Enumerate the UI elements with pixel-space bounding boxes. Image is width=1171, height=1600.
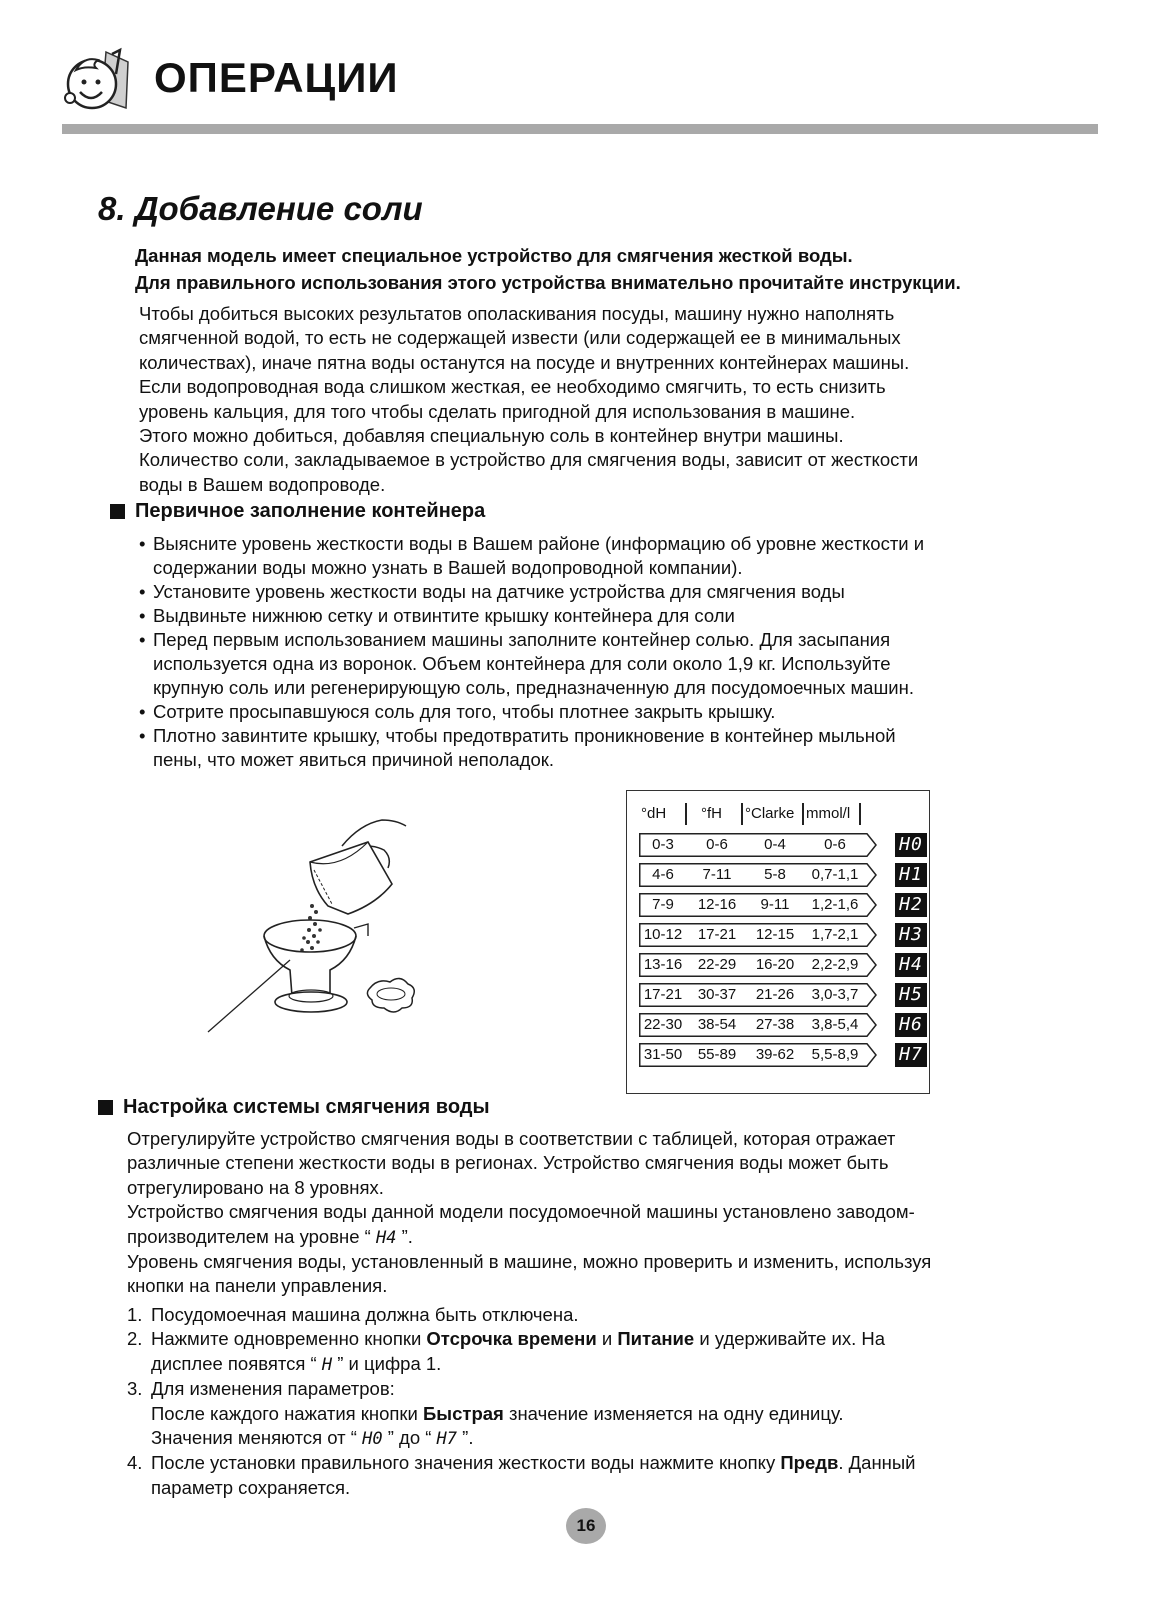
text-fragment: дисплее появятся “ <box>151 1352 322 1374</box>
lcd-code-inline: H <box>321 1354 333 1375</box>
step-line <box>151 1402 916 1426</box>
cell-fh: 38-54 <box>697 1016 737 1033</box>
step-line <box>151 1327 916 1351</box>
text-fragment: ” до “ <box>382 1427 437 1449</box>
cell-dh: 4-6 <box>652 866 674 883</box>
bullet-item <box>139 580 924 604</box>
table-row <box>639 863 923 887</box>
softener-setup-heading-text: Настройка системы смягчения воды <box>123 1096 490 1118</box>
cell-mmol: 2,2-2,9 <box>811 956 859 973</box>
header-divider <box>62 124 1098 134</box>
cell-clarke: 16-20 <box>755 956 795 973</box>
step-item <box>127 1377 916 1451</box>
button-name-bold: Питание <box>617 1328 695 1350</box>
table-row <box>639 1043 923 1067</box>
bullet-item <box>139 604 924 628</box>
softener-setup-heading <box>98 1096 490 1119</box>
bullet-dot-icon: • <box>139 581 146 602</box>
bullet-line: крупную соль или регенерирующую соль, предназначенную для посудомоечных машин. <box>153 677 915 698</box>
text-fragment: значение изменяется на одну единицу. <box>503 1402 844 1424</box>
table-row <box>639 1013 923 1037</box>
lcd-code-inline: H0 <box>362 1429 383 1450</box>
lcd-code-badge: H5 <box>895 983 927 1007</box>
button-name-bold: Быстрая <box>423 1402 504 1424</box>
salt-funnel-illustration <box>200 810 420 1035</box>
cell-fh: 22-29 <box>697 956 737 973</box>
step-line: Для изменения параметров: <box>151 1378 395 1400</box>
softener-setup-paragraph <box>127 1127 931 1299</box>
step-line: Посудомоечная машина должна быть отключена. <box>151 1304 579 1325</box>
cell-fh: 55-89 <box>697 1046 737 1063</box>
bullet-line: содержании воды можно узнать в Вашей водопроводной компании). <box>153 557 743 578</box>
lcd-code-badge: H2 <box>895 893 927 917</box>
button-name-bold: Предв <box>780 1452 839 1474</box>
text-fragment: Нажмите одновременно кнопки <box>151 1328 427 1350</box>
bullet-line: Плотно завинтите крышку, чтобы предотвратить проникновение в контейнер мыльной <box>153 725 896 746</box>
section-title: 8. Добавление соли <box>98 190 423 227</box>
step-number: 4. <box>127 1452 143 1474</box>
first-fill-heading <box>110 500 485 523</box>
step-number: 3. <box>127 1378 143 1400</box>
table-header-clarke: °Clarke <box>745 805 795 822</box>
cell-fh: 17-21 <box>697 926 737 943</box>
cell-dh: 10-12 <box>643 926 683 943</box>
lcd-code-badge: H7 <box>895 1043 927 1067</box>
cell-mmol: 3,8-5,4 <box>811 1016 859 1033</box>
cell-fh: 30-37 <box>697 986 737 1003</box>
cell-dh: 7-9 <box>652 896 674 913</box>
step-item <box>127 1327 916 1377</box>
lcd-code-badge: H6 <box>895 1013 927 1037</box>
intro-line: Данная модель имеет специальное устройство для смягчения жесткой воды. <box>135 245 853 266</box>
bullet-item <box>139 532 924 580</box>
paragraph-line: Отрегулируйте устройство смягчения воды в соответствии с таблицей, которая отражает <box>127 1128 896 1149</box>
cell-clarke: 39-62 <box>755 1046 795 1063</box>
first-fill-bullet-list <box>139 532 924 772</box>
bullet-line: используется одна из воронок. Объем контейнера для соли около 1,9 кг. Используйте <box>153 653 891 674</box>
cell-dh: 0-3 <box>652 836 674 853</box>
cell-mmol: 3,0-3,7 <box>811 986 859 1003</box>
table-row <box>639 953 923 977</box>
step-number: 2. <box>127 1328 143 1350</box>
cell-clarke: 9-11 <box>760 896 790 913</box>
cell-mmol: 1,7-2,1 <box>811 926 859 943</box>
paragraph-line <box>127 1225 931 1250</box>
text-fragment: . Данный <box>838 1452 916 1474</box>
lcd-code-badge: H3 <box>895 923 927 947</box>
header-divider <box>741 803 743 825</box>
paragraph-line: количествах), иначе пятна воды останутся на посуде и внутренних контейнерах машины. <box>139 351 910 373</box>
cell-clarke: 21-26 <box>755 986 795 1003</box>
bullet-line: Перед первым использованием машины заполните контейнер солью. Для засыпания <box>153 629 891 650</box>
cell-mmol: 0,7-1,1 <box>811 866 859 883</box>
header-divider <box>859 803 861 825</box>
intro-paragraph <box>139 302 918 497</box>
table-row <box>639 833 923 857</box>
page-number: 16 <box>566 1508 606 1544</box>
square-bullet-icon <box>98 1100 113 1115</box>
table-header-dh: °dH <box>641 805 667 822</box>
bullet-dot-icon: • <box>139 701 146 722</box>
page-header-title: ОПЕРАЦИИ <box>154 54 399 101</box>
cell-mmol: 0-6 <box>824 836 846 853</box>
cell-fh: 12-16 <box>697 896 737 913</box>
hardness-table <box>626 790 930 1094</box>
step-item <box>127 1451 916 1500</box>
intro-line: Для правильного использования этого устройства внимательно прочитайте инструкции. <box>135 272 961 293</box>
table-row <box>639 893 923 917</box>
step-line <box>151 1451 916 1475</box>
bullet-item <box>139 628 924 700</box>
cell-fh: 7-11 <box>702 866 732 883</box>
paragraph-line: воды в Вашем водопроводе. <box>139 473 386 495</box>
bullet-line: Выдвиньте нижнюю сетку и отвинтите крышку контейнера для соли <box>153 605 735 626</box>
step-line <box>151 1352 916 1377</box>
table-row <box>639 923 923 947</box>
paragraph-line: смягченной водой, то есть не содержащей извести (или содержащей ее в минимальных <box>139 327 901 349</box>
table-header-mmol: mmol/l <box>806 805 851 822</box>
paragraph-line: отрегулировано на 8 уровнях. <box>127 1176 384 1198</box>
paragraph-line: Чтобы добиться высоких результатов ополаскивания посуды, машину нужно наполнять <box>139 303 895 324</box>
bullet-item <box>139 700 924 724</box>
first-fill-heading-text: Первичное заполнение контейнера <box>135 500 486 522</box>
lcd-code-badge: H4 <box>895 953 927 977</box>
paragraph-line: Устройство смягчения воды данной модели посудомоечной машины установлено заводом- <box>127 1201 915 1223</box>
cell-fh: 0-6 <box>706 836 728 853</box>
cell-mmol: 1,2-1,6 <box>811 896 859 913</box>
table-header-fh: °fH <box>701 805 722 822</box>
cell-clarke: 27-38 <box>755 1016 795 1033</box>
bullet-dot-icon: • <box>139 533 146 554</box>
text-fragment: Значения меняются от “ <box>151 1427 363 1449</box>
cell-clarke: 5-8 <box>764 866 786 883</box>
text-fragment: производителем на уровне “ <box>127 1225 376 1247</box>
step-item <box>127 1303 916 1327</box>
text-fragment: и <box>596 1328 618 1350</box>
text-fragment: и удерживайте их. На <box>694 1328 885 1350</box>
lcd-code-badge: H0 <box>895 833 927 857</box>
paragraph-line: Количество соли, закладываемое в устройство для смягчения воды, зависит от жесткости <box>139 449 919 471</box>
bullet-item <box>139 724 924 772</box>
cell-mmol: 5,5-8,9 <box>811 1046 859 1063</box>
paragraph-line: Уровень смягчения воды, установленный в машине, можно проверить и изменить, используя <box>127 1251 932 1273</box>
step-line <box>151 1426 916 1451</box>
bullet-dot-icon: • <box>139 605 146 626</box>
text-fragment: ” и цифра 1. <box>332 1352 442 1374</box>
text-fragment: ”. <box>457 1427 474 1449</box>
table-row <box>639 983 923 1007</box>
lcd-code-inline: H7 <box>436 1429 458 1450</box>
step-number: 1. <box>127 1304 143 1325</box>
text-fragment: ”. <box>396 1225 413 1247</box>
bullet-line: Сотрите просыпавшуюся соль для того, чтобы плотнее закрыть крышку. <box>153 701 776 722</box>
text-fragment: После установки правильного значения жесткости воды нажмите кнопку <box>151 1452 781 1474</box>
header-divider <box>802 803 804 825</box>
bullet-dot-icon: • <box>139 629 146 650</box>
cell-dh: 22-30 <box>643 1016 683 1033</box>
cell-dh: 31-50 <box>643 1046 683 1063</box>
cell-dh: 13-16 <box>643 956 683 973</box>
paragraph-line: уровень кальция, для того чтобы сделать пригодной для использования в машине. <box>139 400 856 422</box>
lcd-code-badge: H1 <box>895 863 927 887</box>
text-fragment: После каждого нажатия кнопки <box>151 1402 423 1424</box>
paragraph-line: Этого можно добиться, добавляя специальную соль в контейнер внутри машины. <box>139 425 844 447</box>
square-bullet-icon <box>110 504 125 519</box>
cell-dh: 17-21 <box>643 986 683 1003</box>
paragraph-line: Если водопроводная вода слишком жесткая, ее необходимо смягчить, то есть снизить <box>139 376 886 398</box>
bullet-line: Установите уровень жесткости воды на датчике устройства для смягчения воды <box>153 581 845 602</box>
paragraph-line: различные степени жесткости воды в регионах. Устройство смягчения воды может быть <box>127 1152 889 1174</box>
mascot-logo-icon <box>62 46 134 116</box>
header-divider <box>685 803 687 825</box>
bullet-dot-icon: • <box>139 725 146 746</box>
bullet-line: пены, что может явиться причиной неполадок. <box>153 749 554 770</box>
intro-bold-text <box>135 242 961 296</box>
button-name-bold: Отсрочка времени <box>426 1328 597 1350</box>
paragraph-line: кнопки на панели управления. <box>127 1275 388 1297</box>
step-line: параметр сохраняется. <box>151 1476 351 1498</box>
setup-steps-list <box>127 1303 916 1500</box>
lcd-code-inline: H4 <box>375 1227 397 1248</box>
cell-clarke: 12-15 <box>755 926 795 943</box>
cell-clarke: 0-4 <box>764 836 786 853</box>
bullet-line: Выясните уровень жесткости воды в Вашем районе (информацию об уровне жесткости и <box>153 533 925 554</box>
